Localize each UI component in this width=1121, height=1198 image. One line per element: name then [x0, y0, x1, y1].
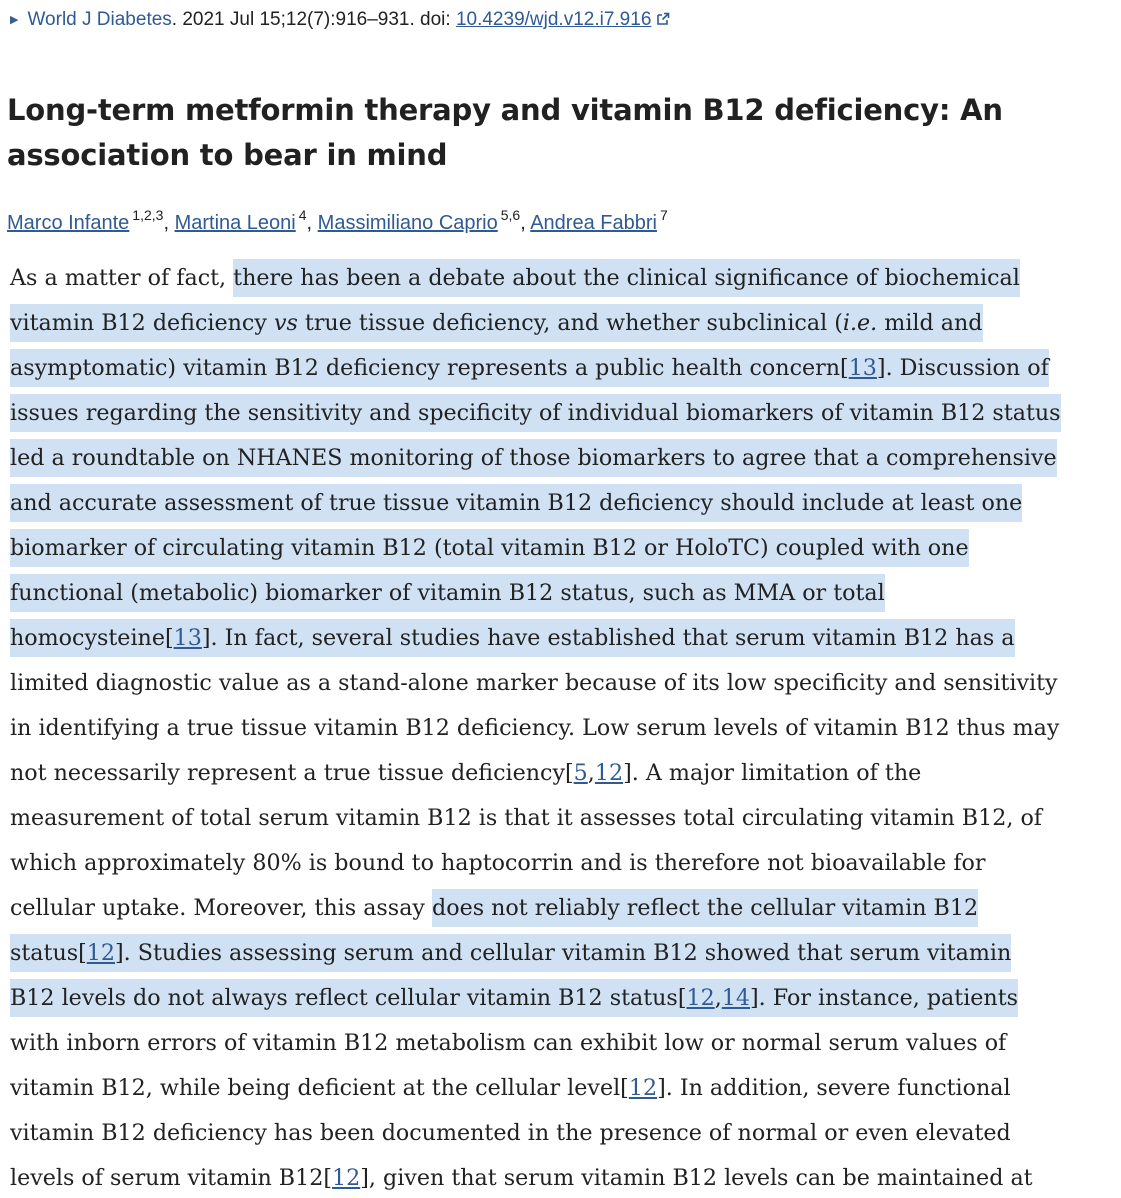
text-span: As a matter of fact,	[10, 265, 234, 291]
author-affiliation: 5,6	[500, 207, 521, 223]
text-line: measurement of total serum vitamin B12 is that it assesses total circulating vitamin B12, of	[10, 805, 1043, 831]
reference-link[interactable]: 14	[721, 985, 751, 1011]
text-span: asymptomatic) vitamin B12 deficiency represents a public health concern[	[10, 355, 849, 381]
author-separator: ,	[520, 212, 531, 234]
reference-link[interactable]: 12	[86, 940, 116, 966]
text-line	[10, 616, 1116, 661]
reference-link[interactable]: 12	[686, 985, 715, 1011]
text-span: B12 levels do not always reflect cellular vitamin B12 status[	[10, 985, 687, 1011]
reference-link[interactable]: 12	[628, 1075, 658, 1101]
text-span: vitamin B12 deficiency	[10, 310, 274, 336]
highlighted-text	[10, 304, 983, 342]
text-line: vitamin B12 deficiency has been documented in the presence of normal or even elevated	[10, 1120, 1011, 1146]
text-line: in identifying a true tissue vitamin B12 deficiency. Low serum levels of vitamin B12 thus may	[10, 715, 1060, 741]
text-span: homocysteine[	[10, 625, 174, 651]
text-span: cellular uptake. Moreover, this assay	[10, 895, 433, 921]
text-span: ,	[714, 985, 722, 1011]
text-span: levels of serum vitamin B12[	[10, 1165, 333, 1191]
author-separator: ,	[163, 212, 175, 234]
highlighted-text: biomarker of circulating vitamin B12 (total vitamin B12 or HoloTC) coupled with one	[10, 529, 969, 567]
reference-link[interactable]: 5	[573, 760, 588, 786]
external-link-icon[interactable]	[655, 11, 671, 27]
text-line	[10, 976, 1116, 1021]
text-line	[10, 1156, 1116, 1198]
text-span: . For instance, patients	[758, 985, 1019, 1011]
text-span: ]. Discussion of	[876, 355, 1049, 381]
citation-date-pages: . 2021 Jul 15;12(7):916–931. doi:	[171, 9, 456, 30]
highlighted-text: and accurate assessment of true tissue vitamin B12 deficiency should include at least one	[10, 484, 1022, 522]
reference-link[interactable]: 13	[848, 355, 877, 381]
reference-link[interactable]: 12	[594, 760, 624, 786]
text-span: ]. In addition, severe functional	[657, 1075, 1011, 1101]
author-link-fabbri[interactable]: Andrea Fabbri	[530, 212, 657, 234]
text-line	[10, 301, 1116, 346]
text-span: not necessarily represent a true tissue deficiency[	[10, 760, 574, 786]
text-line	[10, 751, 1116, 796]
text-line	[10, 1066, 1116, 1111]
highlighted-text: led a roundtable on NHANES monitoring of those biomarkers to agree that a comprehensive	[10, 439, 1057, 477]
journal-link[interactable]: World J Diabetes	[27, 9, 172, 30]
reference-link[interactable]: 13	[173, 625, 202, 651]
highlighted-text: issues regarding the sensitivity and specificity of individual biomarkers of vitamin B12 status	[10, 394, 1061, 432]
highlighted-text: there has been a debate about the clinical significance of biochemical	[233, 259, 1020, 297]
author-list	[7, 206, 668, 240]
text-span: status[	[10, 940, 87, 966]
text-span: true tissue deficiency, and whether subclinical (	[297, 310, 843, 336]
author-affiliation: 7	[659, 207, 668, 223]
text-line: with inborn errors of vitamin B12 metabolism can exhibit low or normal serum values of	[10, 1030, 1007, 1056]
body-paragraph	[10, 256, 1116, 1198]
highlighted-text	[10, 979, 1018, 1017]
text-line	[10, 346, 1116, 391]
text-span: ]. A major limitation of the	[623, 760, 922, 786]
text-line	[10, 481, 1116, 526]
text-line	[10, 571, 1116, 616]
text-line: which approximately 80% is bound to haptocorrin and is therefore not bioavailable for	[10, 850, 986, 876]
text-span: ]. Studies assessing serum and cellular vitamin B12 showed that serum vitamin	[115, 940, 1012, 966]
author-separator: ,	[306, 212, 318, 234]
highlighted-text: functional (metabolic) biomarker of vitamin B12 status, such as MMA or total	[10, 574, 885, 612]
text-span: ,	[587, 760, 595, 786]
author-link-caprio[interactable]: Massimiliano Caprio	[317, 212, 498, 234]
text-span: ]	[750, 985, 759, 1011]
text-line	[10, 256, 1116, 301]
text-line	[10, 526, 1116, 571]
text-span: vitamin B12, while being deficient at the cellular level[	[10, 1075, 629, 1101]
text-span: ]. In fact, several studies have established that serum vitamin B12 has a	[201, 625, 1015, 651]
italic-text: vs	[273, 310, 298, 336]
highlighted-text	[10, 349, 1049, 387]
text-line	[10, 886, 1116, 931]
highlighted-text	[10, 619, 1015, 657]
text-span: mild and	[877, 310, 983, 336]
text-span: ], given that serum vitamin B12 levels can be maintained at	[360, 1165, 1033, 1191]
highlighted-text	[10, 934, 1011, 972]
text-line	[10, 436, 1116, 481]
doi-link[interactable]: 10.4239/wjd.v12.i7.916	[455, 9, 652, 30]
author-link-infante[interactable]: Marco Infante	[7, 212, 130, 234]
text-line: limited diagnostic value as a stand-alone marker because of its low specificity and sensitivity	[10, 670, 1058, 696]
italic-text: i.e.	[842, 310, 878, 336]
highlighted-text: does not reliably reflect the cellular vitamin B12	[432, 889, 978, 927]
author-affiliation: 1,2,3	[132, 207, 164, 223]
author-link-leoni[interactable]: Martina Leoni	[174, 212, 296, 234]
expand-triangle-icon[interactable]: ▶	[10, 14, 19, 26]
reference-link[interactable]: 12	[332, 1165, 361, 1191]
text-line	[10, 391, 1116, 436]
author-affiliation: 4	[298, 207, 307, 223]
citation-bar	[10, 6, 671, 34]
text-line	[10, 931, 1116, 976]
article-title: Long-term metformin therapy and vitamin B12 deficiency: An association to bear in mind	[7, 93, 1003, 172]
